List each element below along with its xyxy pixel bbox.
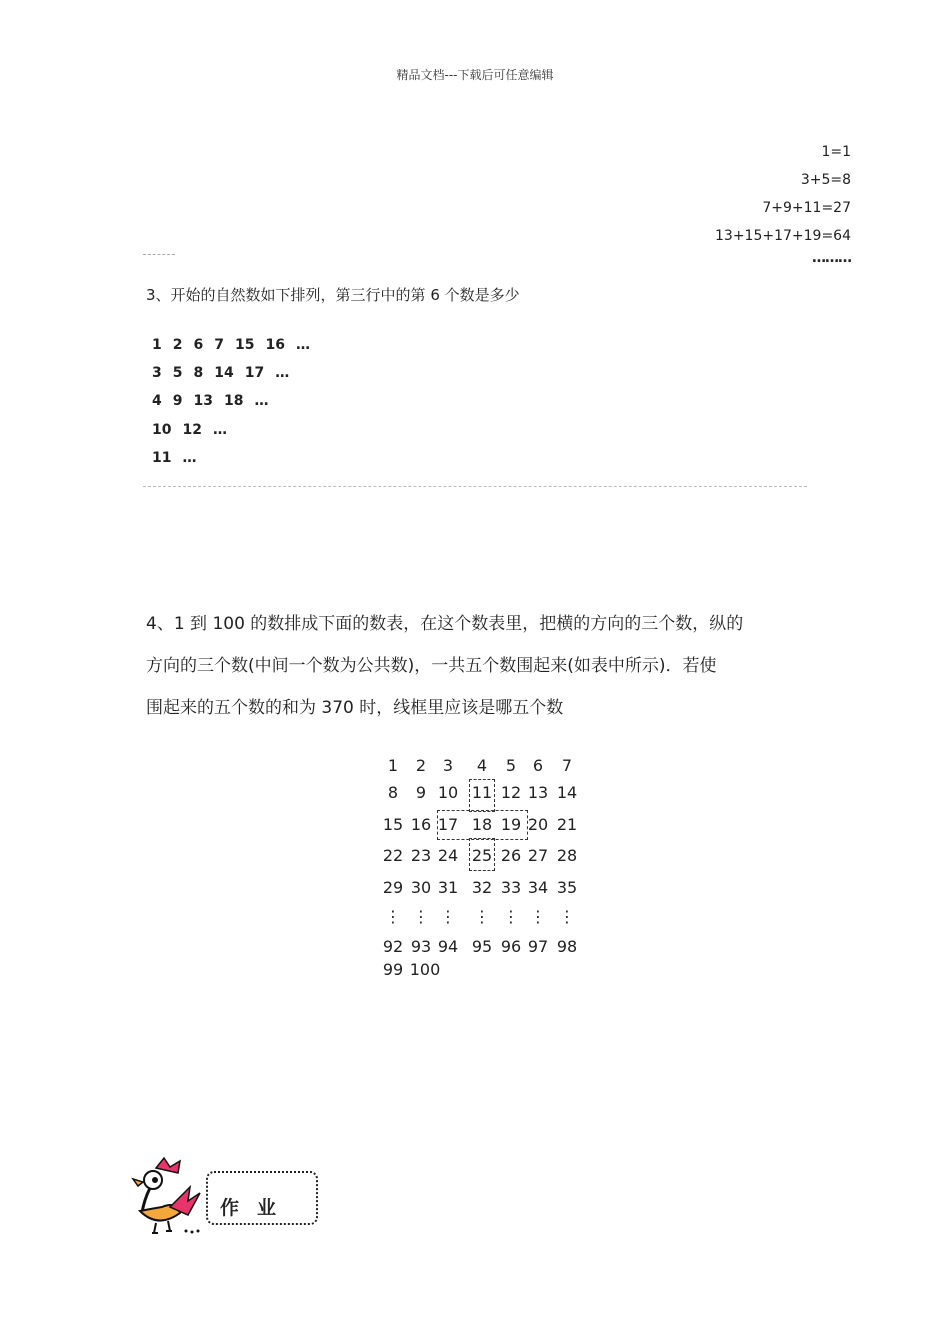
number-cell: 3 <box>152 365 162 381</box>
ellipsis: … <box>295 337 310 353</box>
number-cell: 13 <box>193 393 213 409</box>
homework-label: 作业 <box>220 1197 295 1219</box>
table-cell: 23 <box>410 846 432 865</box>
table-cell: 100 <box>409 960 441 979</box>
table-cell: 95 <box>471 937 493 956</box>
number-row-4 <box>152 422 238 438</box>
table-cell: 19 <box>500 815 522 834</box>
table-cell: 12 <box>500 783 522 802</box>
number-cell: 1 <box>152 337 162 353</box>
number-cell: 6 <box>193 337 204 353</box>
table-cell: 25 <box>471 846 493 865</box>
number-row-1 <box>152 337 321 353</box>
number-cell: 14 <box>214 365 234 381</box>
table-cell: 99 <box>382 960 404 979</box>
dashed-frame-bottom <box>469 838 495 871</box>
number-cell: 18 <box>223 393 244 409</box>
number-cell: 10 <box>152 422 172 438</box>
table-cell: 13 <box>527 783 549 802</box>
table-cell: 32 <box>471 878 493 897</box>
table-cell: 7 <box>561 756 573 775</box>
table-cell: 98 <box>556 937 578 956</box>
table-cell: 3 <box>442 756 454 775</box>
number-cell: 11 <box>152 450 172 466</box>
table-cell: 6 <box>532 756 544 775</box>
ellipsis: … <box>182 450 197 466</box>
table-cell: 16 <box>410 815 432 834</box>
table-cell: 2 <box>415 756 427 775</box>
number-row-5 <box>152 450 207 466</box>
table-cell: 96 <box>500 937 522 956</box>
question-3-text: 3、开始的自然数如下排列，第三行中的第 6 个数是多少 <box>146 286 520 304</box>
table-cell: 21 <box>556 815 578 834</box>
number-cell: 7 <box>214 337 224 353</box>
vertical-ellipsis: ⋮ <box>474 907 490 926</box>
table-cell: 97 <box>527 937 549 956</box>
number-row-2 <box>152 365 300 381</box>
number-cell: 16 <box>265 337 285 353</box>
table-cell: 22 <box>382 846 404 865</box>
number-cell: 17 <box>244 365 265 381</box>
table-cell: 15 <box>382 815 404 834</box>
table-cell: 20 <box>527 815 549 834</box>
question-4-line-1: 4、1 到 100 的数排成下面的数表，在这个数表里，把横的方向的三个数，纵的 <box>146 614 744 634</box>
table-cell: 92 <box>382 937 404 956</box>
number-cell: 4 <box>152 393 162 409</box>
section-divider <box>143 486 807 487</box>
vertical-ellipsis: ⋮ <box>413 907 429 926</box>
table-cell: 93 <box>410 937 432 956</box>
table-cell: 9 <box>415 783 427 802</box>
table-cell: 5 <box>505 756 517 775</box>
table-cell: 31 <box>437 878 459 897</box>
table-cell: 33 <box>500 878 522 897</box>
vertical-ellipsis: ⋮ <box>503 907 519 926</box>
ellipsis: … <box>254 393 269 409</box>
equation-line-1: 1=1 <box>821 144 851 160</box>
number-cell: 2 <box>172 337 183 353</box>
question-4-line-2: 方向的三个数(中间一个数为公共数)，一共五个数围起来(如表中所示)．若使 <box>146 656 717 676</box>
table-cell: 10 <box>437 783 459 802</box>
question-4-line-3: 围起来的五个数的和为 370 时，线框里应该是哪五个数 <box>146 698 564 718</box>
table-cell: 28 <box>556 846 578 865</box>
vertical-ellipsis: ⋮ <box>559 907 575 926</box>
ellipsis: … <box>212 422 227 438</box>
table-cell: 34 <box>527 878 549 897</box>
number-cell: 5 <box>172 365 183 381</box>
table-cell: 11 <box>471 783 493 802</box>
table-cell: 18 <box>471 815 493 834</box>
number-cell: 12 <box>182 422 202 438</box>
equation-line-3: 7+9+11=27 <box>762 200 851 216</box>
table-cell: 17 <box>437 815 459 834</box>
vertical-ellipsis: ⋮ <box>530 907 546 926</box>
table-cell: 8 <box>387 783 399 802</box>
vertical-ellipsis: ⋮ <box>440 907 456 926</box>
number-row-3 <box>152 393 279 409</box>
dashed-frame-middle <box>437 810 528 840</box>
equation-line-4: 13+15+17+19=64 <box>715 228 851 244</box>
page-header: 精品文档---下载后可任意编辑 <box>396 68 554 82</box>
number-cell: 15 <box>235 337 255 353</box>
dashed-frame-top <box>469 779 495 812</box>
table-cell: 1 <box>387 756 399 775</box>
equation-ellipsis: ……… <box>812 250 851 266</box>
table-cell: 30 <box>410 878 432 897</box>
vertical-ellipsis: ⋮ <box>385 907 401 926</box>
number-cell: 9 <box>172 393 183 409</box>
table-cell: 35 <box>556 878 578 897</box>
ellipsis: … <box>275 365 290 381</box>
table-cell: 27 <box>527 846 549 865</box>
short-divider <box>143 254 175 255</box>
table-cell: 14 <box>556 783 578 802</box>
table-cell: 4 <box>476 756 488 775</box>
equation-line-2: 3+5=8 <box>800 172 851 188</box>
rooster-cartoon-icon <box>128 1155 208 1241</box>
table-cell: 26 <box>500 846 522 865</box>
table-cell: 29 <box>382 878 404 897</box>
number-cell: 8 <box>193 365 204 381</box>
table-cell: 24 <box>437 846 459 865</box>
table-cell: 94 <box>437 937 459 956</box>
